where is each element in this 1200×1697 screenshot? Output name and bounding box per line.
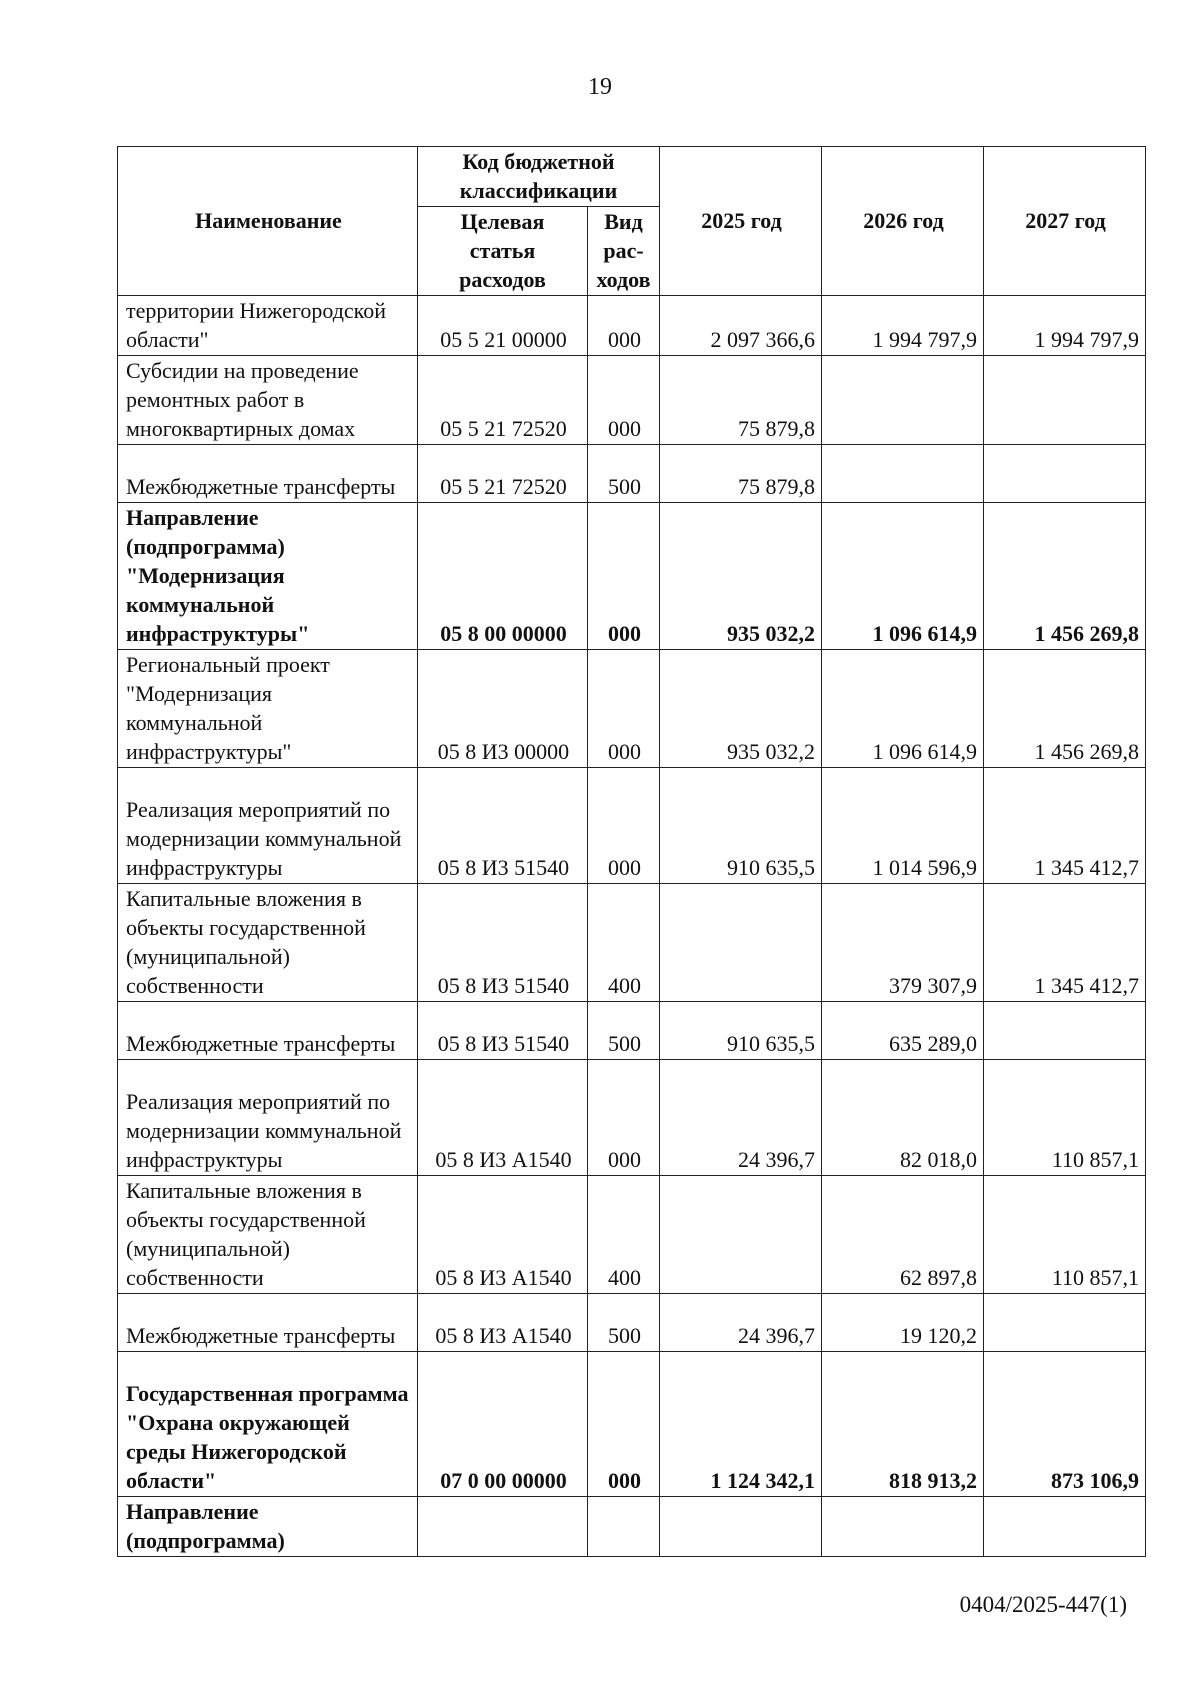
cell-expense-type: 000 [588,768,660,884]
cell-2027: 1 456 269,8 [984,650,1146,768]
cell-2026: 82 018,0 [822,1060,984,1176]
budget-table [117,146,1146,1557]
cell-2026: 818 913,2 [822,1352,984,1497]
cell-expense-type: 000 [588,503,660,650]
cell-expense-type: 400 [588,884,660,1002]
cell-target-article: 05 5 21 72520 [418,445,588,503]
cell-name: Капитальные вложения в объекты государственной (муниципальной) собственности [118,884,418,1002]
cell-name: Направление (подпрограмма) [118,1497,418,1557]
cell-2025: 2 097 366,6 [660,296,822,356]
table-row [118,1002,1146,1060]
cell-expense-type [588,1497,660,1557]
cell-target-article: 05 8 И3 51540 [418,884,588,1002]
header-2025: 2025 год [660,147,822,296]
cell-target-article: 05 8 И3 51540 [418,768,588,884]
cell-2027: 873 106,9 [984,1352,1146,1497]
cell-name: территории Нижегородской области" [118,296,418,356]
cell-expense-type: 500 [588,1002,660,1060]
cell-name: Региональный проект "Модернизация коммунальной инфраструктуры" [118,650,418,768]
cell-2027 [984,445,1146,503]
cell-2027: 1 345 412,7 [984,884,1146,1002]
cell-expense-type: 000 [588,650,660,768]
table-row [118,503,1146,650]
cell-2027: 1 345 412,7 [984,768,1146,884]
cell-2025: 24 396,7 [660,1294,822,1352]
header-name: Наименование [118,147,418,296]
cell-2025: 910 635,5 [660,1002,822,1060]
cell-2026: 635 289,0 [822,1002,984,1060]
cell-name: Государственная программа "Охрана окружающей среды Нижегородской области" [118,1352,418,1497]
cell-2027: 1 994 797,9 [984,296,1146,356]
cell-2026: 19 120,2 [822,1294,984,1352]
cell-2025 [660,1176,822,1294]
cell-2025: 24 396,7 [660,1060,822,1176]
cell-expense-type: 000 [588,356,660,445]
cell-2027 [984,1497,1146,1557]
cell-target-article: 05 8 И3 А1540 [418,1176,588,1294]
cell-2026 [822,1497,984,1557]
cell-name: Субсидии на проведение ремонтных работ в многоквартирных домах [118,356,418,445]
table-row [118,1060,1146,1176]
table-row [118,768,1146,884]
cell-expense-type: 500 [588,1294,660,1352]
cell-expense-type: 000 [588,1352,660,1497]
cell-name: Межбюджетные трансферты [118,445,418,503]
page-number: 19 [588,74,612,100]
header-expense-type: Вид рас-ходов [588,207,660,296]
cell-2026: 1 994 797,9 [822,296,984,356]
cell-name: Реализация мероприятий по модернизации коммунальной инфраструктуры [118,1060,418,1176]
cell-2025 [660,1497,822,1557]
cell-2027: 1 456 269,8 [984,503,1146,650]
cell-target-article: 05 8 И3 00000 [418,650,588,768]
cell-target-article: 07 0 00 00000 [418,1352,588,1497]
cell-2026: 1 096 614,9 [822,650,984,768]
cell-expense-type: 000 [588,296,660,356]
table-row [118,1294,1146,1352]
cell-name: Межбюджетные трансферты [118,1002,418,1060]
cell-target-article: 05 5 21 00000 [418,296,588,356]
table-row [118,1176,1146,1294]
cell-2026 [822,445,984,503]
cell-2026 [822,356,984,445]
cell-2025: 75 879,8 [660,356,822,445]
cell-2027: 110 857,1 [984,1176,1146,1294]
cell-2027 [984,1002,1146,1060]
header-2027: 2027 год [984,147,1146,296]
cell-name: Реализация мероприятий по модернизации коммунальной инфраструктуры [118,768,418,884]
cell-target-article: 05 8 И3 51540 [418,1002,588,1060]
cell-2025: 935 032,2 [660,650,822,768]
header-target-article: Целевая статья расходов [418,207,588,296]
cell-target-article: 05 5 21 72520 [418,356,588,445]
cell-2025: 1 124 342,1 [660,1352,822,1497]
table-row [118,445,1146,503]
cell-target-article: 05 8 И3 А1540 [418,1294,588,1352]
cell-2027: 110 857,1 [984,1060,1146,1176]
table-row [118,1497,1146,1557]
cell-2026: 1 014 596,9 [822,768,984,884]
cell-2027 [984,356,1146,445]
cell-target-article: 05 8 00 00000 [418,503,588,650]
cell-2026: 62 897,8 [822,1176,984,1294]
table-header [118,147,1146,296]
table-row [118,356,1146,445]
header-2026: 2026 год [822,147,984,296]
cell-2026: 379 307,9 [822,884,984,1002]
table-row [118,1352,1146,1497]
table-row [118,296,1146,356]
cell-2025: 75 879,8 [660,445,822,503]
cell-expense-type: 500 [588,445,660,503]
cell-2025: 935 032,2 [660,503,822,650]
document-id: 0404/2025-447(1) [959,1592,1127,1617]
cell-target-article: 05 8 И3 А1540 [418,1060,588,1176]
cell-expense-type: 400 [588,1176,660,1294]
cell-target-article [418,1497,588,1557]
cell-name: Направление (подпрограмма) "Модернизация коммунальной инфраструктуры" [118,503,418,650]
table-row [118,884,1146,1002]
cell-2025: 910 635,5 [660,768,822,884]
cell-2025 [660,884,822,1002]
cell-name: Капитальные вложения в объекты государственной (муниципальной) собственности [118,1176,418,1294]
table-row [118,650,1146,768]
cell-expense-type: 000 [588,1060,660,1176]
cell-2026: 1 096 614,9 [822,503,984,650]
cell-2027 [984,1294,1146,1352]
cell-name: Межбюджетные трансферты [118,1294,418,1352]
header-kbk-group: Код бюджетной классификации [418,147,660,207]
table-body [118,296,1146,1557]
